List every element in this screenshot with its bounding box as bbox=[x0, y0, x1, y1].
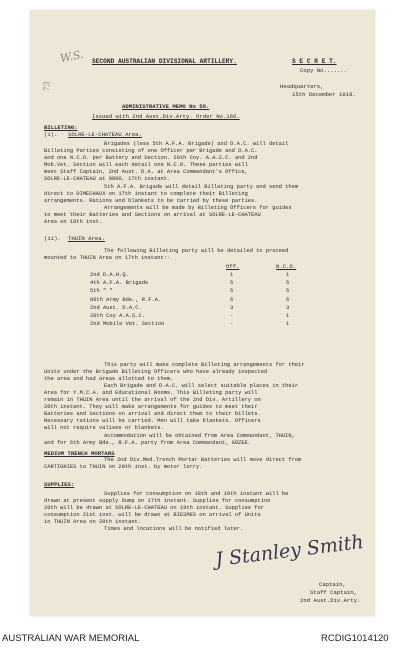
table-row-unit: 2nd Mobile Vet. Section bbox=[90, 321, 165, 328]
table-row-officers: - bbox=[230, 321, 234, 328]
billeting-paragraph-3: Arrangements will be made by Billeting Officers for guides to meet their Batteries and Sections on arrival at SOLRE-LE-CHATEAU Area on 18th inst. bbox=[44, 205, 292, 225]
medium-mortars-text: The 2nd Div.Med.Trench Mortar Batteries will move direct from CARTIGNIES to THUIN on 20th inst. by motor lorry. bbox=[44, 457, 302, 470]
section-i-number: (i). bbox=[44, 131, 58, 138]
table-row-officers: 3 bbox=[230, 304, 234, 311]
signature-unit: 2nd Aust.Div.Arty. bbox=[300, 597, 361, 604]
document-page bbox=[30, 10, 375, 616]
billeting-paragraph-2: 5th A.F.A. Brigade will detail Billeting party and send them direct to DIMECHAUX on 17th instant to complete their Billeting arrangements. Rations and blankets to be carried by these parties. bbox=[44, 184, 299, 204]
page-number: 73 bbox=[42, 81, 52, 92]
table-row-unit: 20th Coy A.A.S.C. bbox=[90, 313, 145, 319]
secret-label: S E C R E T. bbox=[292, 58, 337, 65]
table-row-ncos: 6 bbox=[286, 296, 290, 303]
table-row-ncos: 1 bbox=[286, 313, 290, 319]
table-row-ncos: 1 bbox=[286, 321, 290, 328]
handwritten-signature: J Stanley Smith bbox=[214, 531, 365, 571]
thuin-paragraph-1: This party will make complete Billeting arrangements for their Units under the Brigade Billeting Officers who have already inspected the area and had areas allotted to them. bbox=[44, 362, 305, 382]
table-row-unit: 06th Army Bde., R.F.A. bbox=[90, 296, 162, 303]
table-row-unit: 2nd D.A.H.Q. bbox=[90, 272, 129, 278]
medium-mortars-heading: MEDIUM TRENCH MORTARS bbox=[44, 450, 115, 457]
memo-issued: Issued with 2nd Aust.Div.Arty. Order No.166. bbox=[92, 113, 240, 120]
supplies-times: Times and locations will be notified later. bbox=[104, 526, 244, 532]
document-title: SECOND AUSTRALIAN DIVISIONAL ARTILLERY. bbox=[92, 58, 237, 65]
footer-archive-name: AUSTRALIAN WAR MEMORIAL bbox=[2, 633, 140, 644]
table-row-unit: 5th " " bbox=[90, 288, 113, 295]
supplies-heading: SUPPLIES: bbox=[44, 481, 75, 488]
table-row-officers: 5 bbox=[230, 280, 234, 287]
billeting-paragraph-1: Brigades (less 5th A.F.A. Brigade) and D.A.C. will detail Billeting Parties consisting of one Officer per Brigade and D.A.C. and one N.C.O. per Battery and Section. 20th Coy. A.A.S.C. and 2nd Mob.Vet. Section will each detail one N.C.O. These parties will meet Staff Captain, 2nd Aust. D.A. at Area Commandant's Office, SOLRE-LE-CHATEAU at 0800, 17th instant. bbox=[44, 141, 289, 182]
billeting-heading: BILLETING: bbox=[44, 124, 78, 131]
table-row-ncos: 3 bbox=[286, 304, 290, 311]
signature-role: Staff Captain, bbox=[310, 589, 357, 596]
copy-number: Copy No....... bbox=[300, 67, 347, 74]
thuin-paragraph-2: Each Brigade and D.A.C. will select suitable places in their Area for Y.M.C.A. and Educational Rooms. This Billeting party will remain in THUIN Area until the arrival of the 2nd Div. Artillery on 20th instant. They will make arrangements for guides to meet their Batteries and Sections on arrival and direct them to their billets. Necessary rations will be carried. Men will take blankets. Officers will not require valises or blankets. bbox=[44, 383, 299, 431]
memo-title: ADMINISTRATIVE MEMO No 59. bbox=[122, 103, 210, 110]
table-row-ncos: 5 bbox=[286, 280, 290, 287]
table-row-officers: 6 bbox=[230, 296, 234, 303]
table-row-officers: - bbox=[230, 313, 234, 319]
section-ii-number: (ii). bbox=[44, 235, 61, 242]
headquarters-label: Headquarters, bbox=[280, 83, 324, 90]
thuin-intro: The following Billeting party will be detailed to proceed mounted to THUIN Area on 17th instant:- bbox=[44, 248, 289, 261]
thuin-paragraph-3: Accommodation will be obtained from Area Commandant, THUIN, and for 6th Army Bde., R.F.A. party from Area Commandant, GOZEE. bbox=[44, 433, 295, 446]
column-ncos: N.C.O. bbox=[276, 263, 297, 270]
table-row-ncos: 1 bbox=[286, 272, 290, 278]
thuin-area-heading: THUIN Area. bbox=[68, 235, 105, 242]
solre-area-heading: SOLRE-LE-CHATEAU Area. bbox=[68, 131, 142, 138]
table-row-officers: 5 bbox=[230, 288, 234, 295]
table-row-ncos: 5 bbox=[286, 288, 290, 295]
signature-rank: Captain, bbox=[319, 581, 346, 588]
supplies-text: Supplies for consumption on 18th and 19th instant will be drawn at present supply Dump on 17th instant. Supplies for consumption 20th will be drawn at SOLRE-LE-CHATEAU on 19th instant. Supplies for consumption 21st inst. will be drawn at BIESMES on arrival of Units in THUIN Area on 20th instant. bbox=[44, 491, 289, 525]
table-row-officers: 1 bbox=[230, 272, 234, 278]
document-date: 15th December 1918. bbox=[292, 91, 356, 98]
pencil-annotation: W.S. bbox=[58, 47, 85, 66]
footer-record-id: RCDIG1014120 bbox=[321, 633, 389, 644]
table-row-unit: 2nd Aust. D.A.C. bbox=[90, 304, 142, 311]
table-row-unit: 4th A.F.A. Brigade bbox=[90, 280, 149, 287]
column-officers: Off. bbox=[226, 263, 240, 270]
